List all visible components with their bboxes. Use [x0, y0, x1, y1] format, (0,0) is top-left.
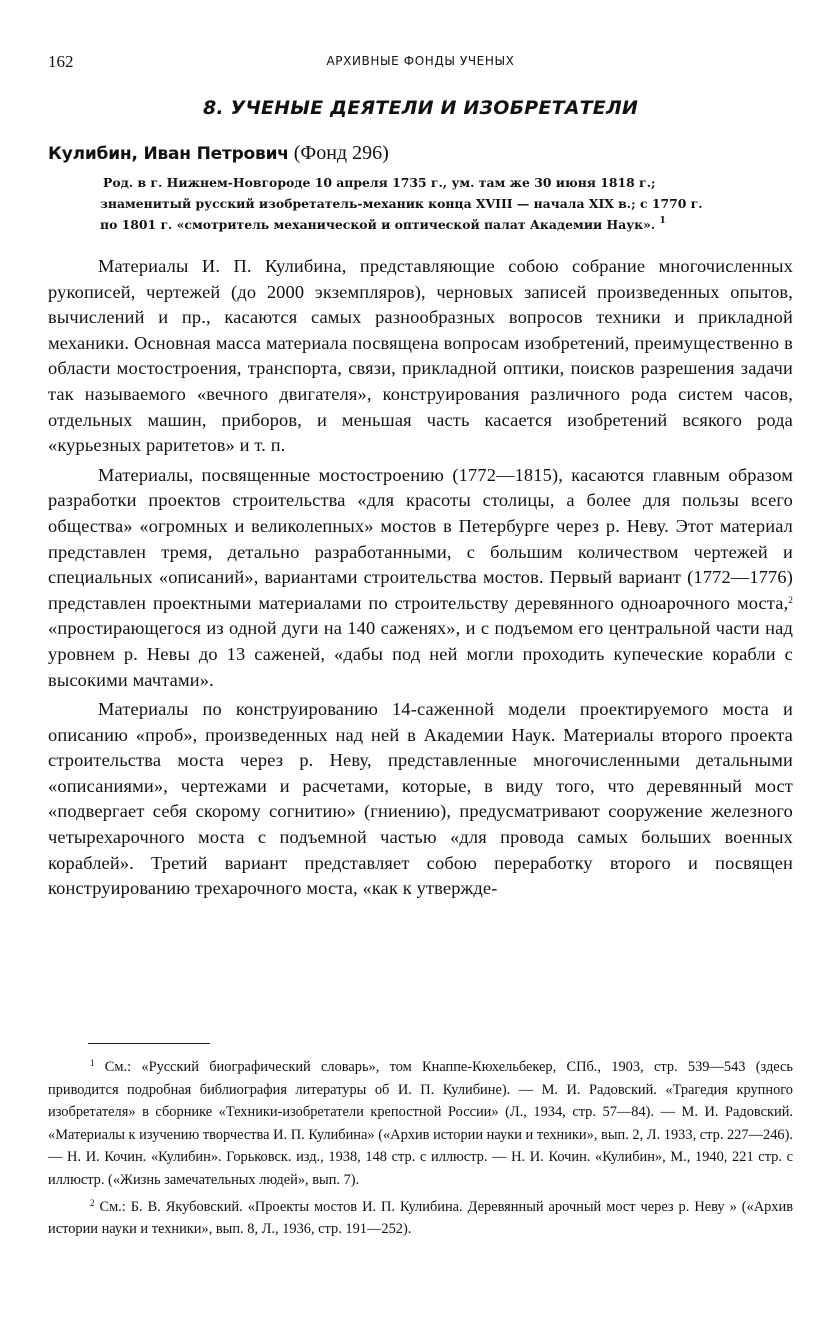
- paragraph-text: «простирающегося из одной дуги на 140 саженях», и с подъемом его центральной части над уровнем р. Невы до 13 саженей, «дабы под ней могли проходить купеческие корабли с высокими мачтами».: [48, 618, 793, 690]
- paragraph: Материалы И. П. Кулибина, представляющие собою собрание многочисленных рукописей, чертежей (до 2000 экземпляров), черновых записей произведенных опытов, вычислений и пр., касаются самых разнообразных вопросов техники и прикладной механики. Основная масса материала посвящена вопросам изобретений, преимущественно в области мостостроения, транспорта, связи, прикладной оптики, поисков разрешения задачи так называемого «вечного двигателя», конструирования различного рода систем часов, отдельных машин, приборов, и меньшая часть касается изобретений всякого рода «курьезных раритетов» и т. п.: [48, 256, 793, 456]
- section-title: 8. УЧЕНЫЕ ДЕЯТЕЛИ И ИЗОБРЕТАТЕЛИ: [202, 97, 639, 119]
- running-title: АРХИВНЫЕ ФОНДЫ УЧЕНЫХ: [326, 54, 515, 68]
- footnote: [48, 1196, 793, 1241]
- page-number: 162: [48, 52, 74, 71]
- footnote-ref: 2: [788, 594, 793, 605]
- person-name: Кулибин, Иван Петрович: [48, 144, 289, 164]
- footnote-mark: 2: [90, 1197, 95, 1208]
- fond-number: (Фонд 296): [293, 142, 389, 164]
- running-header: [48, 52, 793, 72]
- bio-line-text: по 1801 г. «смотритель механической и оптической палат Академии Наук».: [100, 217, 656, 232]
- bio-line: [100, 214, 793, 235]
- person-heading: [48, 142, 389, 165]
- footnote-ref: 1: [659, 216, 666, 226]
- footnote-text: См.: Б. В. Якубовский. «Проекты мостов И. П. Кулибина. Деревянный арочный мост через р. Неву » («Архив истории науки и техники», вып. 8, Л., 1936, стр. 191—252).: [48, 1198, 793, 1238]
- footnote-text: См.: «Русский биографический словарь», том Кнаппе-Кюхельбекер, СПб., 1903, стр. 539—543 (здесь приводится подробная библиография литературы об И. П. Кулибине). — М. И. Радовский. «Трагедия крупного изобретателя» в сборнике «Техники-изобретатели крепостной России» (Л., 1934, стр. 57—84). — М. И. Радовский. «Материалы к изучению творчества И. П. Кулибина» («Архив истории науки и техники», вып. 2, Л. 1933, стр. 227—246). — Н. И. Кочин. «Кулибин». Горьковск. изд., 1938, 148 стр. с иллюстр. — Н. И. Кочин. «Кулибин», М., 1940, 221 стр. с иллюстр. («Жизнь замечательных людей», вып. 7).: [48, 1059, 793, 1188]
- footnote-mark: 1: [90, 1058, 95, 1068]
- footnote: [48, 1056, 793, 1192]
- bio-line: знаменитый русский изобретатель-механик конца XVIII — начала XIX в.; с 1770 г.: [100, 196, 703, 211]
- main-text: [48, 254, 793, 906]
- footnotes: [48, 1056, 793, 1245]
- paragraph-text: Материалы, посвященные мостостроению (1772—1815), касаются главным образом разработки проектов строительства «для красоты столицы, а более для пользы всего общества» «огромных и великолепных» мостов в Петербурге через р. Неву. Этот материал представлен тремя, детально разработанными, с большим количеством чертежей и специальных «описаний», вариантами строительства мостов. Первый вариант (1772—1776) представлен проектными материалами по строительству деревянного одноарочного моста,: [48, 464, 793, 613]
- footnote-separator: [88, 1043, 210, 1044]
- bio-line: Род. в г. Нижнем-Новгороде 10 апреля 1735 г., ум. там же 30 июня 1818 г.;: [103, 175, 656, 190]
- paragraph: [48, 463, 793, 693]
- paragraph: Материалы по конструированию 14-саженной модели проектируемого моста и описанию «проб», произведенных над ней в Академии Наук. Материалы второго проекта строительства моста через р. Неву, представленные многочисленными детальными «описаниями», чертежами и расчетами, которые, в виду того, что деревянный мост «подвергает себя скорому согнитию» (гниению), предусматривают сооружение железного четырехарочного моста с подъемной частью «для провода самых больших военных кораблей». Третий вариант представляет собою переработку второго и посвящен конструированию трехарочного моста, «как к утвержде-: [48, 699, 793, 899]
- biographical-note: [100, 172, 793, 235]
